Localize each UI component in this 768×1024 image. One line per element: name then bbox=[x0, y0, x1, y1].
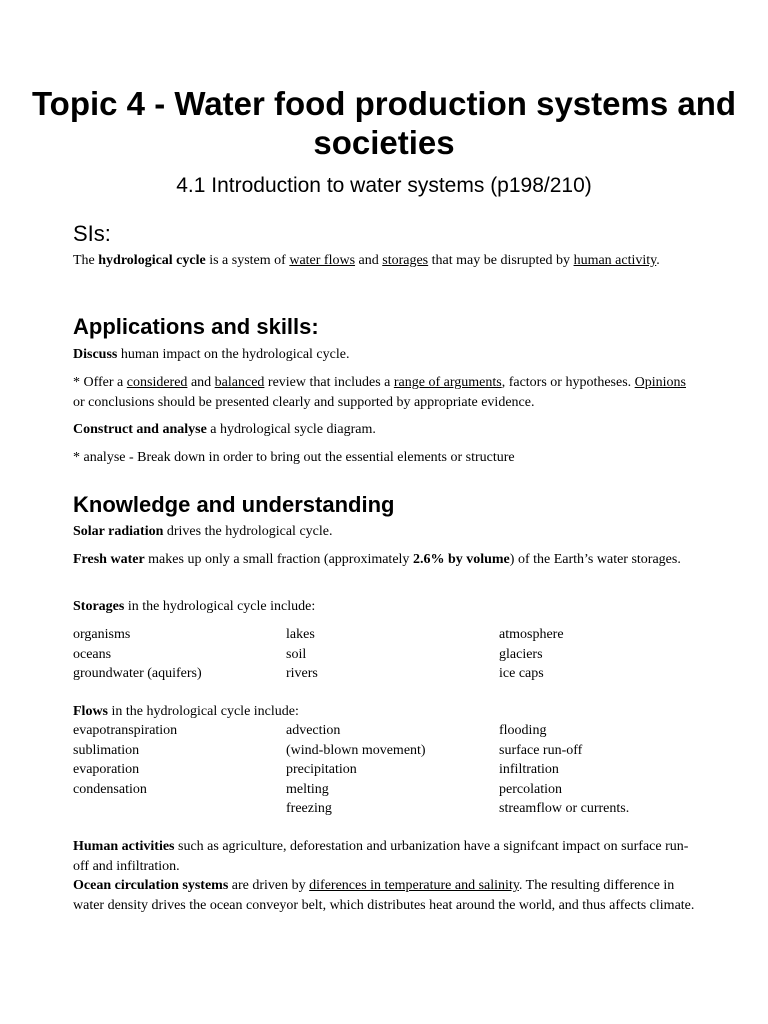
page-subtitle: 4.1 Introduction to water systems (p198/210) bbox=[176, 174, 592, 197]
sis-heading: SIs: bbox=[73, 221, 111, 246]
flows-list bbox=[73, 721, 693, 819]
analyse-paragraph: * analyse - Break down in order to bring out the essential elements or structure bbox=[73, 450, 515, 465]
storages-row: oceans soil glaciers bbox=[73, 646, 543, 662]
knowledge-heading: Knowledge and understanding bbox=[73, 492, 395, 517]
sis-paragraph: The hydrological cycle is a system of water flows and storages that may be disrupted by human activity. bbox=[73, 253, 660, 268]
human-activities-paragraph: Human activities such as agriculture, deforestation and urbanization have a signifcant impact on surface run-off and infiltration. bbox=[73, 839, 689, 874]
flows-intro: Flows in the hydrological cycle include: bbox=[73, 704, 299, 719]
storages-list bbox=[73, 625, 693, 684]
solar-paragraph: Solar radiation drives the hydrological cycle. bbox=[73, 524, 333, 539]
storages-row: groundwater (aquifers) rivers ice caps bbox=[73, 666, 544, 681]
flows-row: evaporation precipitation infiltration bbox=[73, 762, 559, 777]
flows-row: sublimation (wind-blown movement) surface run-off bbox=[73, 742, 583, 758]
ocean-circulation-paragraph: Ocean circulation systems are driven by diferences in temperature and salinity. The resulting difference in water density drives the ocean conveyor belt, which distributes heat around the world, and thus affects climate. bbox=[73, 878, 695, 913]
page-title: Topic 4 - Water food production systems and societies bbox=[31, 85, 737, 161]
term-human-activity: human activity bbox=[573, 253, 657, 268]
offer-paragraph: * Offer a considered and balanced review that includes a range of arguments, factors or hypotheses. Opinions or conclusions should be presented clearly and supported by appropriate evidence. bbox=[73, 375, 686, 410]
flows-row: evapotranspiration advection flooding bbox=[73, 723, 547, 738]
term-water-flows: water flows bbox=[289, 253, 356, 268]
term-hydrological-cycle: hydrological cycle bbox=[98, 253, 206, 268]
flows-row: condensation melting percolation bbox=[73, 781, 562, 797]
term-storages: storages bbox=[382, 253, 429, 268]
construct-paragraph: Construct and analyse a hydrological sycle diagram. bbox=[73, 422, 376, 437]
applications-heading: Applications and skills: bbox=[73, 314, 319, 339]
fresh-water-paragraph: Fresh water makes up only a small fraction (approximately 2.6% by volume) of the Earth’s water storages. bbox=[73, 552, 681, 567]
storages-row: organisms lakes atmosphere bbox=[73, 627, 564, 642]
discuss-paragraph: Discuss human impact on the hydrological cycle. bbox=[73, 347, 350, 362]
storages-intro: Storages in the hydrological cycle include: bbox=[73, 599, 316, 614]
flows-row: freezing streamflow or currents. bbox=[286, 801, 630, 816]
